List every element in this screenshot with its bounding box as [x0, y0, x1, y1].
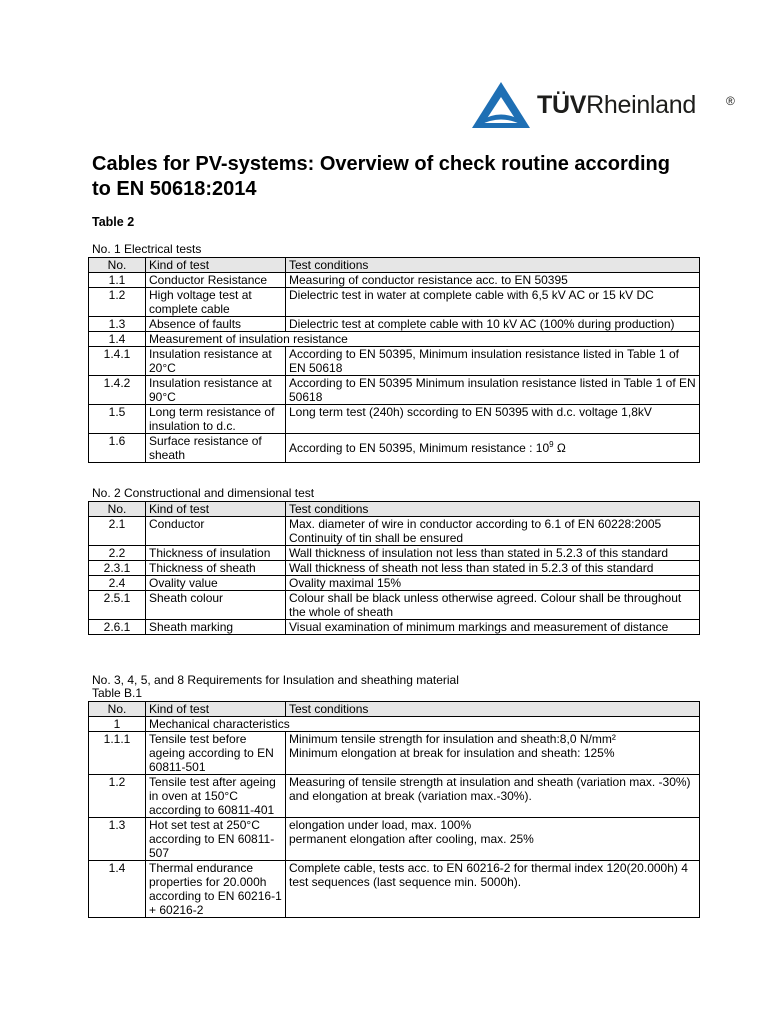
page-title: Cables for PV-systems: Overview of check routine according to EN 50618:2014 — [92, 153, 670, 200]
table-row: 1.6 Surface resistance of sheath According to EN 50395, Minimum resistance : $10^9$ Ω — [89, 434, 700, 463]
table-row: 1 Mechanical characteristics — [89, 717, 700, 732]
table-row: 2.4 Ovality value Ovality maximal 15% — [89, 576, 700, 591]
table-row: 1.2 Tensile test after ageing in oven at 150°C according to 60811-401 Measuring of tensile strength at insulation and sheath (variation max. -30%) and elongation at break (variation max.-30%). — [89, 775, 700, 818]
table-label: Table 2 — [92, 215, 135, 229]
table-row: 1.1 Conductor Resistance Measuring of conductor resistance acc. to EN 50395 — [89, 273, 700, 288]
section-heading-materials: No. 3, 4, 5, and 8 Requirements for Insulation and sheathing material — [92, 673, 459, 687]
registered-mark: ® — [726, 94, 735, 108]
table-row: 1.4.2 Insulation resistance at 90°C According to EN 50395 Minimum insulation resistance listed in Table 1 of EN 50618 — [89, 376, 700, 405]
table-row: 1.4 Measurement of insulation resistance — [89, 332, 700, 347]
table-row: 1.4.1 Insulation resistance at 20°C According to EN 50395, Minimum insulation resistance listed in Table 1 of EN 50618 — [89, 347, 700, 376]
table-b1-label: Table B.1 — [92, 686, 143, 700]
table-row: 1.3 Hot set test at 250°C according to EN 60811-507 elongation under load, max. 100% permanent elongation after cooling, max. 25% — [89, 818, 700, 861]
table-constructional-tests — [88, 501, 700, 635]
tuv-logo — [470, 80, 750, 130]
brand-name: TÜVRheinland — [537, 91, 696, 119]
table-row: 2.3.1 Thickness of sheath Wall thickness of sheath not less than stated in 5.2.3 of this standard — [89, 561, 700, 576]
table-row: 2.6.1 Sheath marking Visual examination of minimum markings and measurement of distance — [89, 620, 700, 635]
table-row: 2.2 Thickness of insulation Wall thickness of insulation not less than stated in 5.2.3 of this standard — [89, 546, 700, 561]
table-row: 1.1.1 Tensile test before ageing according to EN 60811-501 Minimum tensile strength for insulation and sheath:8,0 N/mm² Minimum elongation at break for insulation and sheath: 125% — [89, 732, 700, 775]
table-row: 2.5.1 Sheath colour Colour shall be black unless otherwise agreed. Colour shall be throughout the whole of sheath — [89, 591, 700, 620]
section-heading-electrical: No. 1 Electrical tests — [92, 242, 202, 256]
header-no: No. — [89, 258, 146, 273]
table-row: 1.3 Absence of faults Dielectric test at complete cable with 10 kV AC (100% during production) — [89, 317, 700, 332]
table-electrical-tests — [88, 257, 700, 463]
section-heading-constructional: No. 2 Constructional and dimensional test — [92, 486, 315, 500]
table-header-row — [89, 258, 700, 273]
table-header-row: No. Kind of test Test conditions — [89, 502, 700, 517]
table-row: 1.4 Thermal endurance properties for 20.000h according to EN 60216-1 + 60216-2 Complete cable, tests acc. to EN 60216-2 for thermal index 120(20.000h) 4 test sequences (last sequence min. 5000h). — [89, 861, 700, 918]
tuv-triangle-icon — [470, 80, 532, 130]
table-row: 1.5 Long term resistance of insulation to d.c. Long term test (240h) sccording to EN 50395 with d.c. voltage 1,8kV — [89, 405, 700, 434]
header-kind: Kind of test — [146, 258, 286, 273]
table-row: 2.1 Conductor Max. diameter of wire in conductor according to 6.1 of EN 60228:2005 Continuity of tin shall be ensured — [89, 517, 700, 546]
table-material-requirements — [88, 701, 700, 918]
table-header-row: No. Kind of test Test conditions — [89, 702, 700, 717]
table-row: 1.2 High voltage test at complete cable Dielectric test in water at complete cable with 6,5 kV AC or 15 kV DC — [89, 288, 700, 317]
header-conditions: Test conditions — [286, 258, 700, 273]
